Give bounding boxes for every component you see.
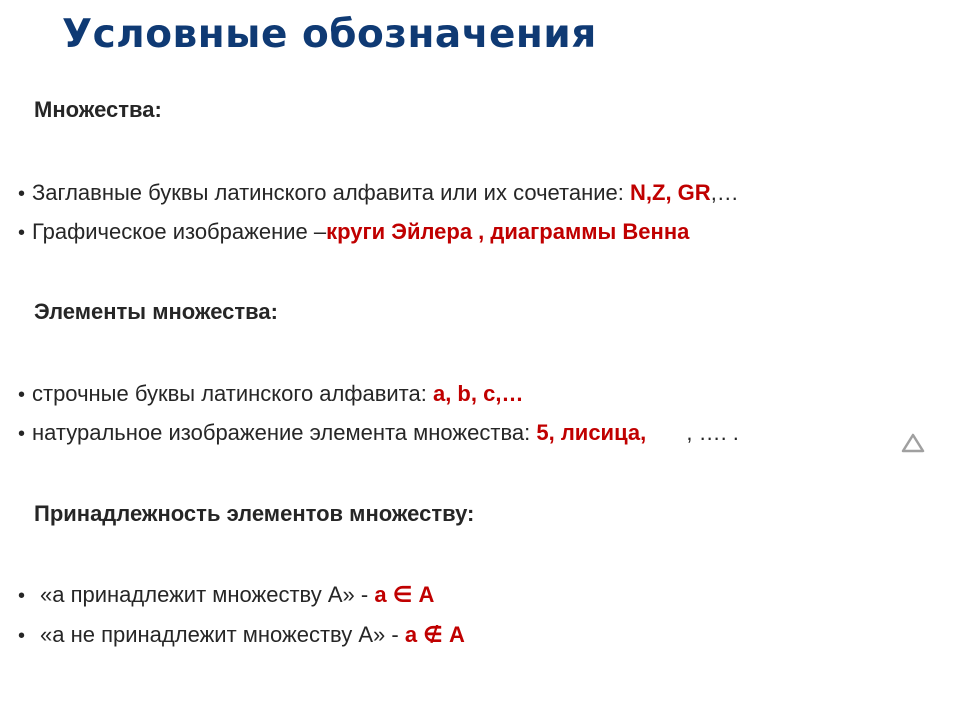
membership-heading: Принадлежность элементов множеству: [34, 501, 475, 526]
list-item-membership-1 [18, 582, 434, 608]
bullet-icon: • [18, 585, 26, 607]
list-item-sets-1 [18, 180, 739, 206]
list-item-elements-2 [18, 420, 739, 446]
list-item-text: «а принадлежит множеству А» - [40, 582, 375, 607]
list-item-membership-2 [18, 622, 465, 648]
list-item-text: «а не принадлежит множеству А» - [40, 622, 405, 647]
bullet-icon: • [18, 222, 26, 244]
bullet-icon: • [18, 423, 26, 445]
list-item-text: Заглавные буквы латинского алфавита или их сочетание: [32, 180, 631, 205]
list-item-tail: , …. . [680, 420, 739, 445]
sets-heading: Множества: [34, 97, 162, 122]
bullet-icon: • [18, 384, 26, 406]
list-item-highlight: a, b, c,… [432, 381, 524, 406]
triangle-outline-icon [900, 432, 926, 454]
list-item-highlight: круги Эйлера , диаграммы Венна [326, 219, 690, 244]
bullet-icon: • [18, 183, 26, 205]
list-item-text: строчные буквы латинского алфавита: [32, 381, 433, 406]
elements-heading: Элементы множества: [34, 299, 278, 324]
list-item-highlight: N,Z, GR [630, 180, 711, 205]
list-item-text: Графическое изображение – [32, 219, 327, 244]
list-item-highlight: а ∉ А [404, 622, 465, 647]
list-item-tail: ,… [710, 180, 739, 205]
list-item-highlight: 5, лисица, [536, 420, 647, 445]
list-item-elements-1 [18, 381, 523, 407]
bullet-icon: • [18, 625, 26, 647]
list-item-highlight: а ∈ А [374, 582, 435, 607]
list-item-text: натуральное изображение элемента множества: [32, 420, 537, 445]
list-item-sets-2 [18, 219, 689, 245]
page-title: Условные обозначения [62, 12, 597, 57]
